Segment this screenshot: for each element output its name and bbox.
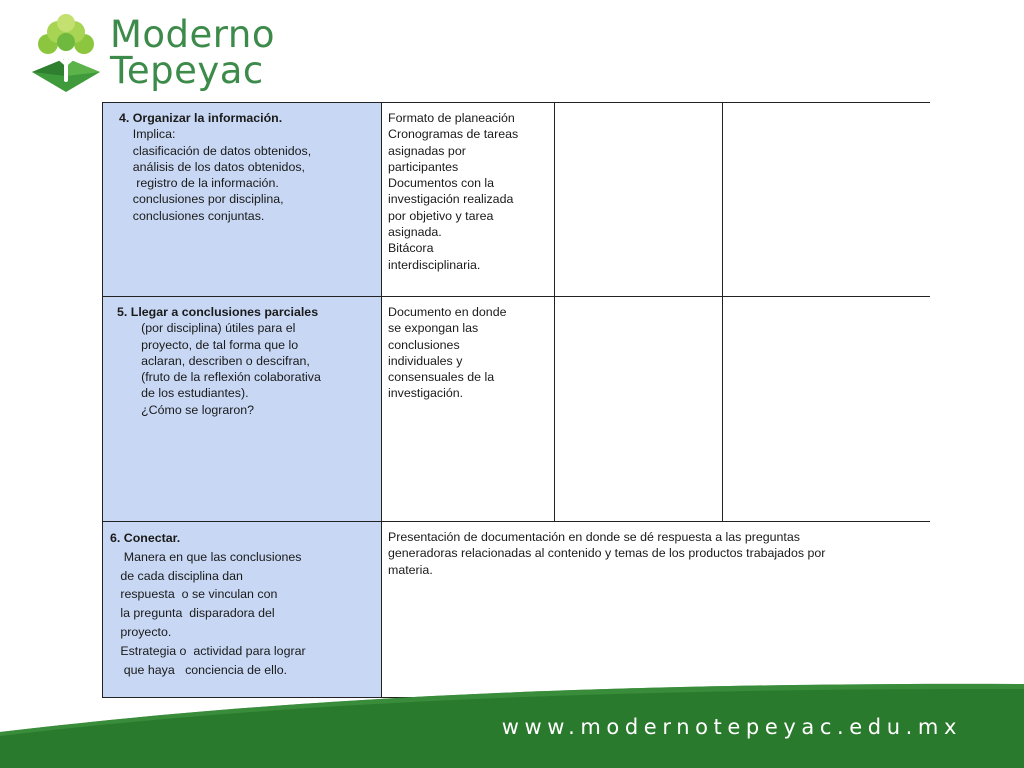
row3-step-line: que haya conciencia de ello.: [110, 662, 288, 677]
row1-evidence-line: investigación realizada: [388, 192, 514, 207]
row1-empty-cell-b: [722, 102, 930, 296]
row2-empty-cell-a: [554, 296, 722, 521]
row2-evidence-cell: [381, 296, 554, 521]
logo-word-moderno: Moderno: [110, 13, 275, 56]
row1-evidence-line: Documentos con la: [388, 176, 495, 191]
row1-evidence-line: por objetivo y tarea: [388, 208, 494, 223]
row2-empty-cell-b: [722, 296, 930, 521]
row2-evidence-line: se expongan las: [388, 321, 479, 336]
row1-evidence-line: Formato de planeación: [388, 111, 515, 125]
row1-step-title: 4. Organizar la información.: [119, 111, 283, 125]
row2-evidence-line: conclusiones: [388, 337, 460, 352]
row2-step-cell: [102, 296, 381, 521]
row2-evidence-line: Documento en donde: [388, 305, 507, 319]
row2-step-line: (por disciplina) útiles para el: [117, 321, 296, 336]
row2-step-line: de los estudiantes).: [117, 386, 249, 401]
row2-step-title: 5. Llegar a conclusiones parciales: [117, 305, 319, 319]
row3-evidence-line: materia.: [388, 562, 433, 577]
row2-step-line: aclaran, describen o descifran,: [117, 353, 310, 368]
row2-step-line: ¿Cómo se lograron?: [117, 402, 255, 417]
row3-step-title: 6. Conectar.: [110, 531, 181, 545]
row1-evidence-line: asignadas por: [388, 143, 466, 158]
row1-step-line: conclusiones conjuntas.: [119, 208, 265, 223]
row1-evidence-cell: [381, 102, 554, 296]
row2-evidence-line: consensuales de la: [388, 370, 495, 385]
row1-step-line: análisis de los datos obtenidos,: [119, 159, 305, 174]
row1-step-line: conclusiones por disciplina,: [119, 192, 284, 207]
website-url-link[interactable]: www.modernotepeyac.edu.mx: [501, 715, 962, 739]
row3-evidence-line: Presentación de documentación en donde se dé respuesta a las preguntas: [388, 530, 800, 544]
row3-step-line: Manera en que las conclusiones: [110, 549, 302, 564]
row3-step-cell: [102, 521, 381, 698]
row1-evidence-line: Cronogramas de tareas: [388, 127, 519, 142]
row1-evidence-line: participantes: [388, 159, 459, 174]
row1-step-line: registro de la información.: [119, 176, 279, 191]
row1-evidence-line: interdisciplinaria.: [388, 257, 481, 272]
logo-word-tepeyac: Tepeyac: [110, 49, 264, 92]
row3-step-line: respuesta o se vinculan con: [110, 587, 278, 602]
activities-table: [102, 102, 930, 698]
tree-emblem-icon: [28, 14, 104, 94]
row3-evidence-line: generadoras relacionadas al contenido y temas de los productos trabajados por: [388, 546, 826, 561]
row1-step-line: clasificación de datos obtenidos,: [119, 143, 312, 158]
row1-evidence-line: asignada.: [388, 225, 442, 240]
row2-step-line: (fruto de la reflexión colaborativa: [117, 370, 321, 385]
row1-empty-cell-a: [554, 102, 722, 296]
row3-step-line: de cada disciplina dan: [110, 568, 243, 583]
row3-step-line: Estrategia o actividad para lograr: [110, 643, 306, 658]
row2-evidence-line: investigación.: [388, 386, 464, 401]
row1-step-cell: [102, 102, 381, 296]
row3-step-line: la pregunta disparadora del: [110, 606, 275, 621]
row3-step-line: proyecto.: [110, 624, 172, 639]
row1-evidence-line: Bitácora: [388, 241, 434, 256]
row1-step-line: Implica:: [119, 127, 176, 142]
row3-evidence-cell: [381, 521, 930, 698]
row2-evidence-line: individuales y: [388, 353, 463, 368]
school-logo[interactable]: [28, 14, 318, 94]
row2-step-line: proyecto, de tal forma que lo: [117, 337, 299, 352]
